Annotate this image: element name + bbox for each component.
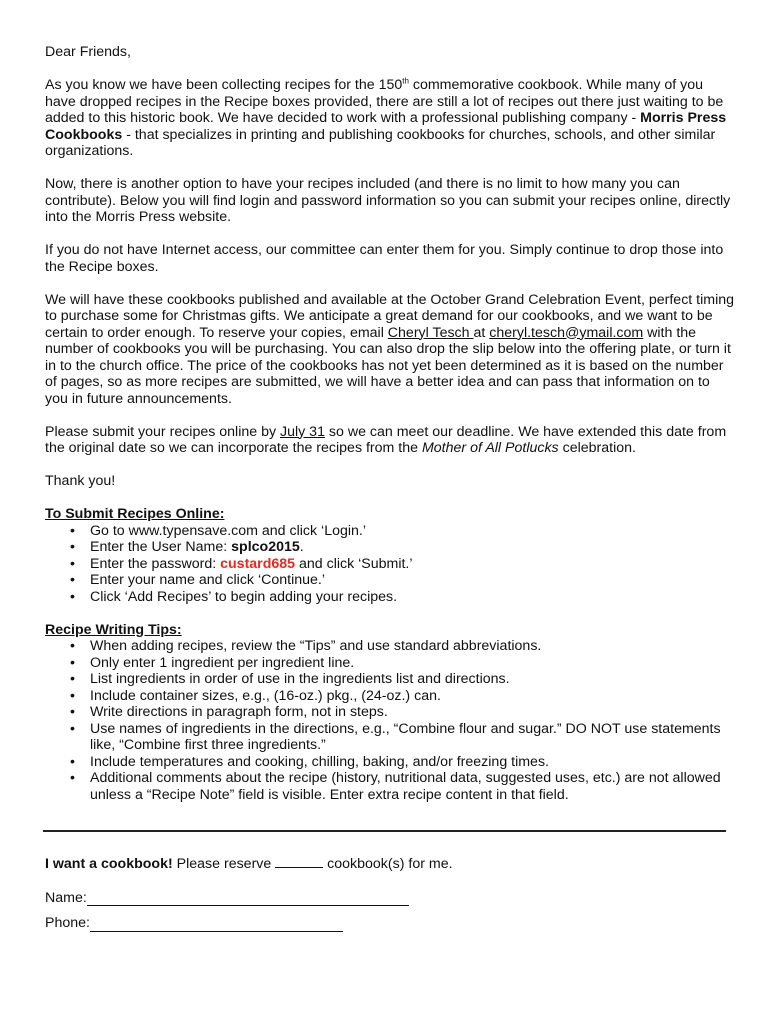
list-item: • Enter your name and click ‘Continue.’ [45,572,735,589]
p4-text-a: We will have these cookbooks published and available at the October Grand Celebration Event, perfect timing to purchase some for Christmas gifts. We anticipate a great demand for our cookbooks, and we want to be certain to order enough. To reserve your copies, email [45,291,735,341]
username-value: splco2015 [231,539,300,555]
name-row [45,890,735,907]
contact-name-link[interactable]: Cheryl Tesch [387,324,474,341]
order-heading: I want a cookbook! [45,856,173,872]
publisher-name: Morris Press Cookbooks [45,110,727,143]
list-item [45,539,735,556]
list-item: • Use names of ingredients in the directions, e.g., “Combine flour and sugar.” DO NOT use statements like, “Combine first three ingredients.” [45,721,735,754]
name-field[interactable] [87,891,409,906]
tips-list [45,638,735,803]
list-item: • Additional comments about the recipe (history, nutritional data, suggested uses, etc.) are not allowed unless a “Recipe Note” field is visible. Enter extra recipe content in that field. [45,770,735,803]
submit-steps-list [45,523,735,606]
phone-label: Phone: [45,915,90,931]
list-item: • Only enter 1 ingredient per ingredient line. [45,655,735,672]
step-text: and click ‘Submit.’ [295,555,413,572]
step-text: Enter the User Name: [90,539,232,555]
event-name: Mother of All Potlucks [421,440,559,456]
paragraph-5 [45,424,735,457]
p1-superscript: th [402,76,409,86]
cut-line-divider [43,830,726,832]
paragraph-4 [45,292,735,408]
paragraph-1 [45,77,735,160]
greeting: Dear Friends, [45,44,131,60]
thanks: Thank you! [45,473,116,489]
p1-text-a: As you know we have been collecting recipes for the 150 [45,77,403,93]
p5-text-c: celebration. [558,440,636,456]
paragraph-2: Now, there is another option to have your recipes included (and there is no limit to how many you can contribute). Below you will find login and password information so you can submit your recipes online, directly into the Morris Press website. [45,176,731,225]
list-item: • Include container sizes, e.g., (16-oz.) pkg., (24-oz.) can. [45,688,735,705]
list-item: • List ingredients in order of use in the ingredients list and directions. [45,671,735,688]
list-item: • Click ‘Add Recipes’ to begin adding your recipes. [45,589,735,606]
order-slip [45,855,735,932]
phone-field[interactable] [90,917,343,932]
p1-text-c: - that specializes in printing and publishing cookbooks for churches, schools, and other similar organizations. [45,126,716,159]
tips-heading: Recipe Writing Tips: [45,621,182,638]
p4-text-b: at [473,324,490,341]
contact-email-link[interactable]: cheryl.tesch@ymail.com [489,324,644,341]
submit-heading: To Submit Recipes Online: [45,506,225,522]
quantity-blank[interactable] [275,855,323,868]
p4-text-c: with the number of cookbooks you will be purchasing. You can also drop the slip below into the offering plate, or turn it in to the church office. The price of the cookbooks has not yet been determined as it is based on the number of pages, so as more recipes are submitted, we will have a better idea and can pass that information on to you in future announcements. [45,324,731,407]
name-label: Name: [45,889,87,906]
password-value: custard685 [220,555,296,572]
p5-text-a: Please submit your recipes online by [45,423,281,440]
order-text-a: Please reserve [172,856,276,872]
list-item: • Include temperatures and cooking, chilling, baking, and/or freezing times. [45,754,735,771]
step-text: Enter the password: [90,555,221,572]
paragraph-3: If you do not have Internet access, our committee can enter them for you. Simply continue to drop those into the Recipe boxes. [45,242,724,275]
reserve-line [45,855,735,873]
order-text-b: cookbook(s) for me. [323,856,453,872]
list-item: • Go to www.typensave.com and click ‘Login.’ [45,523,735,540]
p5-text-b: so we can meet our deadline. We have extended this date from the original date so we can incorporate the recipes from the [45,423,727,456]
letter-body [45,44,735,820]
phone-row [45,915,735,932]
step-text: . [299,539,304,555]
list-item: • When adding recipes, review the “Tips” and use standard abbreviations. [45,638,735,655]
deadline-date: July 31 [280,423,325,440]
list-item [45,556,735,573]
p1-text-b: commemorative cookbook. While many of you have dropped recipes in the Recipe boxes provided, there are still a lot of recipes out there just waiting to be added to this historic book. We have decided to work with a professional publishing company - [45,77,724,126]
list-item: • Write directions in paragraph form, not in steps. [45,704,735,721]
